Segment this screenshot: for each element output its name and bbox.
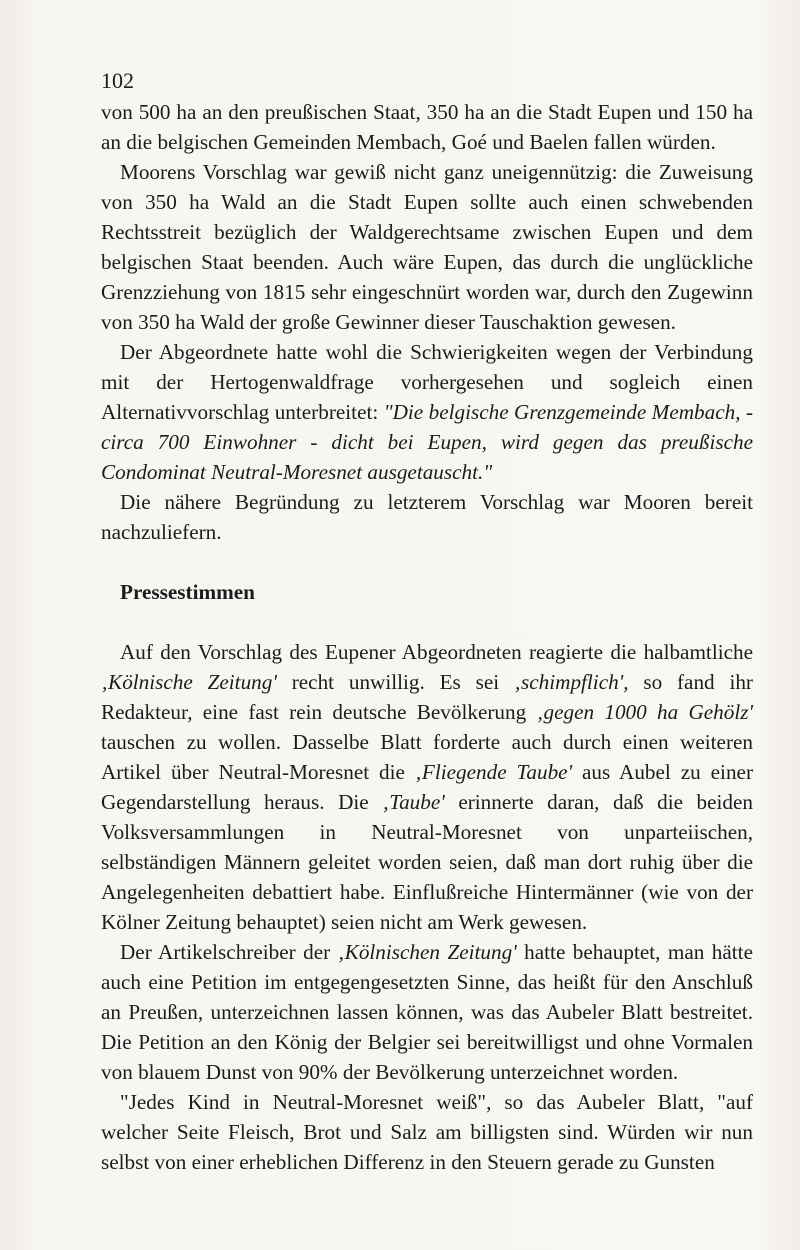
- italic-text: ‚schimpflich',: [513, 670, 629, 694]
- italic-text: ‚Fliegende Taube': [414, 760, 573, 784]
- paragraph-text: recht unwillig. Es sei: [276, 670, 514, 694]
- paragraph: [101, 97, 753, 157]
- paragraph-text: Der Artikelschreiber der: [120, 940, 338, 964]
- section-heading: Pressestimmen: [120, 580, 255, 604]
- paragraph-text: aus Aubel zu einer Gegendarstellung heraus. Die: [101, 760, 753, 814]
- paragraph: [101, 637, 753, 937]
- paragraph-text: Die nähere Begründung zu letzterem Vorschlag war Mooren bereit nachzuliefern.: [101, 490, 753, 544]
- paragraph-text: so fand ihr Redakteur, eine fast rein deutsche Bevölkerung: [101, 670, 753, 724]
- paragraph: [101, 1087, 753, 1177]
- quote-italic: "Die belgische Grenzgemeinde Membach, - circa 700 Einwohner - dicht bei Eupen, wird gegen das preußische Condominat Neutral-Moresnet ausgetauscht.": [101, 400, 754, 484]
- paragraph: [101, 487, 753, 547]
- page-content: [101, 97, 753, 1177]
- paragraph-text: von 500 ha an den preußischen Staat, 350 ha an die Stadt Eupen und 150 ha an die belgischen Gemeinden Membach, Goé und Baelen fallen würden.: [101, 100, 753, 154]
- paragraph-text: Moorens Vorschlag war gewiß nicht ganz uneigennützig: die Zuweisung von 350 ha Wald an die Stadt Eupen sollte auch einen schwebenden Rechtsstreit bezüglich der Waldgerechtsame zwischen Eupen und dem belgischen Staat beenden. Auch wäre Eupen, das durch die unglückliche Grenzziehung von 1815 sehr eingeschnürt worden war, durch den Zugewinn von 350 ha Wald der große Gewinner dieser Tauschaktion gewesen.: [101, 160, 753, 334]
- paragraph-text: Auf den Vorschlag des Eupener Abgeordneten reagierte die halbamtliche: [120, 640, 753, 664]
- italic-text: ‚Kölnischen Zeitung': [337, 940, 517, 964]
- paragraph-text: erinnerte daran, daß die beiden Volksversammlungen in Neutral-Moresnet von unparteiischen, selbständigen Männern geleitet worden seien, daß man dort ruhig über die Angelegenheiten debattiert habe. Einflußreiche Hintermänner (wie von der Kölner Zeitung behauptet) seien nicht am Werk gewesen.: [101, 790, 753, 934]
- paragraph: [101, 157, 753, 337]
- paragraph-text: hatte behauptet, man hätte auch eine Petition im entgegengesetzten Sinne, das heißt für den Anschluß an Preußen, unterzeichnen lassen können, was das Aubeler Blatt bestreitet. Die Petition an den König der Belgier sei bereitwilligst und ohne Vormalen von blauem Dunst von 90% der Bevölkerung unterzeichnet worden.: [101, 940, 753, 1084]
- paragraph-text: "Jedes Kind in Neutral-Moresnet weiß", so das Aubeler Blatt, "auf welcher Seite Fleisch, Brot und Salz am billigsten sind. Würden wir nun selbst von einer erheblichen Differenz in den Steuern gerade zu Gunsten: [101, 1090, 753, 1174]
- paragraph-text: Der Abgeordnete hatte wohl die Schwierigkeiten wegen der Verbindung mit der Hertogenwaldfrage vorhergesehen und sogleich einen Alternativvorschlag unterbreitet:: [101, 340, 753, 424]
- italic-text: ‚Kölnische Zeitung': [101, 670, 277, 694]
- italic-text: ‚Taube': [382, 790, 445, 814]
- italic-text: ‚gegen 1000 ha Gehölz': [536, 700, 754, 724]
- paragraph-text: tauschen zu wollen. Dasselbe Blatt forderte auch durch einen weiteren Artikel über Neutral-Moresnet die: [101, 730, 753, 784]
- paragraph: [101, 937, 753, 1087]
- page-number: 102: [101, 68, 134, 93]
- paragraph: [101, 337, 753, 487]
